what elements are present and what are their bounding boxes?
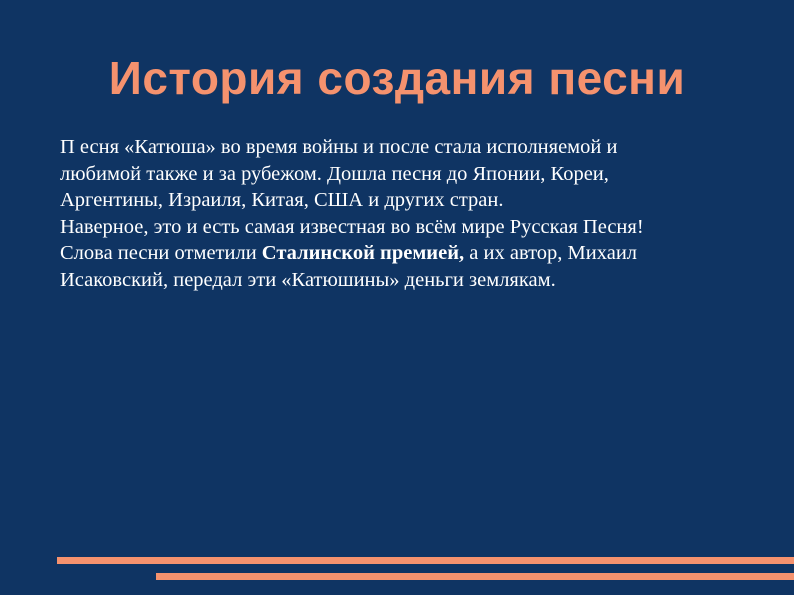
- body-line-1: П есня «Катюша» во время войны и после стала исполняемой и: [60, 136, 618, 158]
- body-line-5-bold: Сталинской премией,: [261, 242, 465, 264]
- body-line-2: любимой также и за рубежом. Дошла песня до Японии, Кореи,: [60, 162, 609, 185]
- slide-title: История создания песни: [108, 52, 686, 104]
- body-line-5: [60, 240, 760, 267]
- body-line-5-start: Слова песни отметили: [60, 242, 262, 264]
- body-line-3: Аргентины, Израиля, Китая, США и других стран.: [60, 189, 504, 211]
- body-line-4: Наверное, это и есть самая известная во всём мире Русская Песня!: [60, 215, 644, 238]
- decorative-bar-top: [57, 557, 794, 564]
- body-line-6: Исаковский, передал эти «Катюшины» деньги землякам.: [60, 268, 556, 291]
- slide-body: [60, 134, 760, 293]
- body-line-5-end: а их автор, Михаил: [464, 242, 638, 264]
- decorative-bar-bottom: [156, 573, 794, 580]
